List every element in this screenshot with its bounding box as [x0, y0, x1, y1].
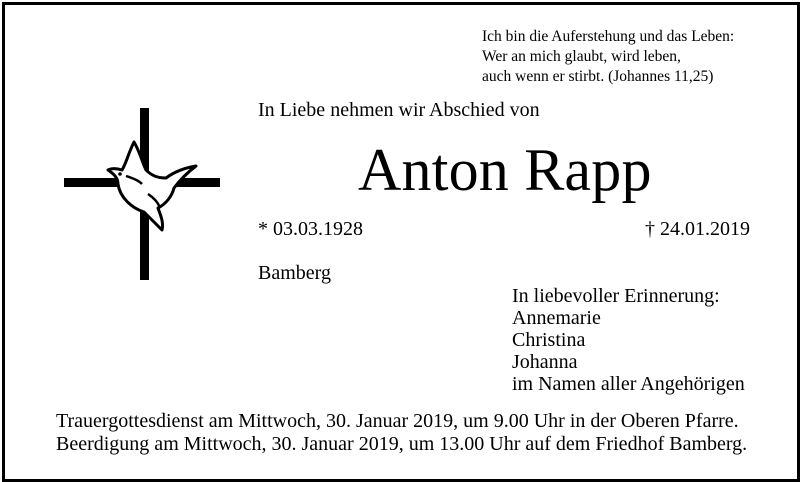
verse-line: Ich bin die Auferstehung und das Leben: [482, 28, 735, 45]
cross-with-dove-icon [62, 108, 222, 280]
birth-date: * 03.03.1928 [258, 218, 363, 240]
mourner-name: Christina [512, 329, 586, 351]
mourner-name: Johanna [512, 351, 578, 373]
death-date: † 24.01.2019 [645, 218, 750, 240]
farewell-intro: In Liebe nehmen wir Abschied von [258, 99, 540, 121]
bible-verse [482, 27, 734, 87]
funeral-mass-line: Trauergottesdienst am Mittwoch, 30. Januar 2019, um 9.00 Uhr in der Oberen Pfarre. [56, 410, 739, 432]
verse-line: Wer an mich glaubt, wird leben, [482, 48, 681, 65]
mourner-name: Annemarie [512, 307, 601, 329]
verse-line: auch wenn er stirbt. (Johannes 11,25) [482, 68, 714, 85]
place-of-residence: Bamberg [258, 262, 331, 284]
mourners-block [512, 285, 745, 395]
mourners-closing: im Namen aller Angehörigen [512, 373, 745, 395]
service-info [56, 410, 747, 456]
burial-line: Beerdigung am Mittwoch, 30. Januar 2019, um 13.00 Uhr auf dem Friedhof Bamberg. [56, 433, 748, 455]
mourners-heading: In liebevoller Erinnerung: [512, 285, 720, 307]
deceased-name: Anton Rapp [358, 137, 652, 203]
